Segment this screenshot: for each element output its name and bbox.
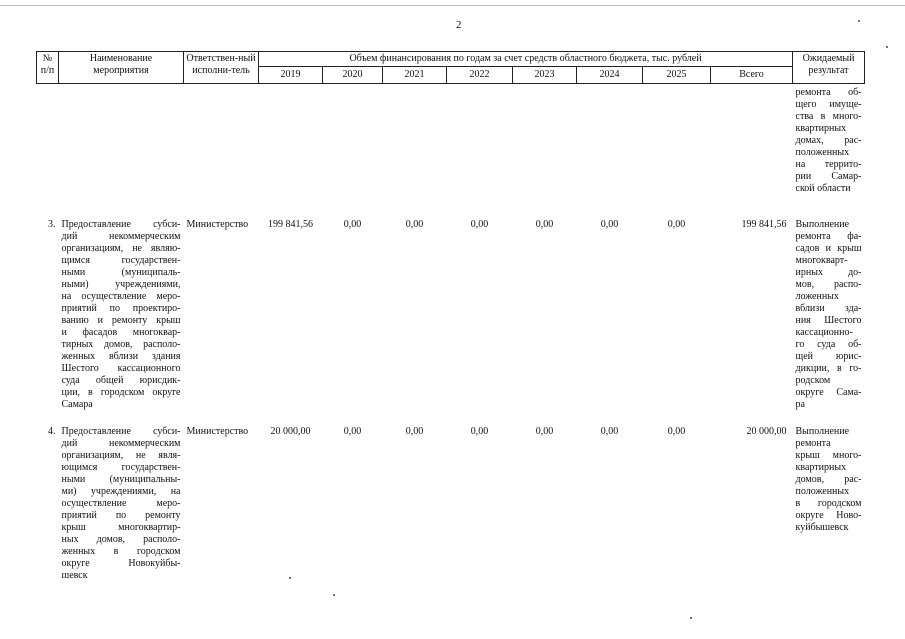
scan-top-edge bbox=[0, 5, 905, 6]
value-2020: 0,00 bbox=[343, 426, 362, 437]
text-line: крыш многоквартир- bbox=[61, 522, 181, 533]
text-line: ремонта об- bbox=[795, 87, 862, 98]
text-line: положенных bbox=[795, 486, 850, 497]
text-line: куйбышевск bbox=[795, 522, 849, 533]
text-line: дикции, в го- bbox=[795, 363, 862, 374]
text-line: ции, в городском округе bbox=[61, 387, 181, 398]
value-2025: 0,00 bbox=[667, 219, 686, 230]
text-line: ванию и ремонту крыш bbox=[61, 315, 181, 326]
text-line: ными (муниципаль- bbox=[61, 267, 181, 278]
text-line: округе Новокуйбы- bbox=[61, 558, 181, 569]
funding-table bbox=[36, 51, 865, 582]
header-col-result: Ожидаемый результат bbox=[793, 52, 865, 84]
text-line: ных домов, располо- bbox=[61, 534, 181, 545]
text-line: ми) учреждениями, на bbox=[61, 486, 181, 497]
text-line: женных в городском bbox=[61, 546, 181, 557]
text-line: Самара bbox=[61, 399, 93, 410]
text-line: ирных до- bbox=[795, 267, 862, 278]
value-2021: 0,00 bbox=[405, 219, 424, 230]
page-number: 2 bbox=[456, 19, 462, 31]
scan-speck bbox=[333, 594, 335, 596]
scan-speck bbox=[886, 46, 888, 48]
text-line: ремонта bbox=[795, 438, 831, 449]
text-line: ра bbox=[795, 399, 805, 410]
text-line: приятий по ремонту bbox=[61, 510, 181, 521]
header-year: 2022 bbox=[447, 67, 513, 84]
text-line: организациям, не явля- bbox=[61, 450, 181, 461]
text-line: ными) учреждениями, bbox=[61, 279, 181, 290]
scan-speck bbox=[690, 617, 692, 619]
text-line: в городском bbox=[795, 498, 862, 509]
value-2021: 0,00 bbox=[405, 426, 424, 437]
text-line: на террито- bbox=[795, 159, 862, 170]
text-line: рии Самар- bbox=[795, 171, 862, 182]
row-result-cell bbox=[793, 411, 865, 582]
text-line: ской области bbox=[795, 183, 851, 194]
text-line: тирных домов, располо- bbox=[61, 339, 181, 350]
text-line: Предоставление субси- bbox=[61, 219, 181, 230]
header-col-executor: Ответствен-ный исполни-тель bbox=[184, 52, 259, 84]
value-2025: 0,00 bbox=[667, 426, 686, 437]
text-line: домах, рас- bbox=[795, 135, 862, 146]
header-year: 2023 bbox=[513, 67, 577, 84]
table-row bbox=[37, 202, 865, 411]
text-line: ния Шестого bbox=[795, 315, 862, 326]
value-2023: 0,00 bbox=[535, 219, 554, 230]
text-line: на осуществление меро- bbox=[61, 291, 181, 302]
scan-speck bbox=[858, 20, 860, 22]
text-line: многокварт- bbox=[795, 255, 848, 266]
text-line: дий некоммерческим bbox=[61, 438, 181, 449]
text-line: ремонта фа- bbox=[795, 231, 862, 242]
row-executor: Министерство bbox=[186, 426, 249, 437]
value-2020: 0,00 bbox=[343, 219, 362, 230]
table-row bbox=[37, 411, 865, 582]
text-line: женных вблизи здания bbox=[61, 351, 181, 362]
header-total: Всего bbox=[711, 67, 793, 84]
text-line: положенных bbox=[795, 147, 850, 158]
text-line: квартирных bbox=[795, 462, 847, 473]
text-line: Выполнение bbox=[795, 426, 850, 437]
text-line: родском bbox=[795, 375, 831, 386]
value-2022: 0,00 bbox=[470, 426, 489, 437]
text-line: Шестого кассационного bbox=[61, 363, 181, 374]
text-line: организациям, не являю- bbox=[61, 243, 181, 254]
header-col-number: № п/п bbox=[37, 52, 59, 84]
text-line: мов, распо- bbox=[795, 279, 862, 290]
text-line: щего имуще- bbox=[795, 99, 862, 110]
text-line: дий некоммерческим bbox=[61, 231, 181, 242]
continuation-result-cell bbox=[793, 84, 865, 203]
header-year: 2020 bbox=[323, 67, 383, 84]
value-2024: 0,00 bbox=[600, 219, 619, 230]
value-2019: 199 841,56 bbox=[268, 219, 313, 230]
text-line: го суда об- bbox=[795, 339, 862, 350]
header-year: 2024 bbox=[577, 67, 643, 84]
value-2019: 20 000,00 bbox=[270, 426, 311, 437]
row-result-cell bbox=[793, 202, 865, 411]
value-total: 199 841,56 bbox=[741, 219, 787, 230]
row-number: 4. bbox=[48, 426, 56, 437]
text-line: Выполнение bbox=[795, 219, 850, 230]
text-line: квартирных bbox=[795, 123, 847, 134]
text-line: крыш много- bbox=[795, 450, 862, 461]
text-line: ства в много- bbox=[795, 111, 862, 122]
text-line: округе Сама- bbox=[795, 387, 862, 398]
text-line: щей юрис- bbox=[795, 351, 862, 362]
header-col-funding: Объем финансирования по годам за счет средств областного бюджета, тыс. рублей bbox=[259, 52, 793, 67]
text-line: кассационно- bbox=[795, 327, 853, 338]
header-col-name: Наименование мероприятия bbox=[59, 52, 184, 84]
value-2023: 0,00 bbox=[535, 426, 554, 437]
row-executor: Министерство bbox=[186, 219, 249, 230]
text-line: ными (муниципальны- bbox=[61, 474, 181, 485]
header-year: 2025 bbox=[643, 67, 711, 84]
text-line: домов, рас- bbox=[795, 474, 862, 485]
header-year: 2019 bbox=[259, 67, 323, 84]
value-2024: 0,00 bbox=[600, 426, 619, 437]
text-line: приятий по проектиро- bbox=[61, 303, 181, 314]
row-name-cell bbox=[59, 411, 184, 582]
text-line: ющимся государствен- bbox=[61, 462, 181, 473]
value-2022: 0,00 bbox=[470, 219, 489, 230]
header-year: 2021 bbox=[383, 67, 447, 84]
value-total: 20 000,00 bbox=[746, 426, 787, 437]
text-line: садов и крыш bbox=[795, 243, 862, 254]
text-line: осуществление меро- bbox=[61, 498, 181, 509]
row-name-cell bbox=[59, 202, 184, 411]
text-line: суда общей юрисдик- bbox=[61, 375, 181, 386]
text-line: и фасадов многоквар- bbox=[61, 327, 181, 338]
text-line: Предоставление субси- bbox=[61, 426, 181, 437]
table-row-continuation bbox=[37, 84, 865, 203]
row-number: 3. bbox=[48, 219, 56, 230]
text-line: ложенных bbox=[795, 291, 839, 302]
text-line: шевск bbox=[61, 570, 88, 581]
text-line: округе Ново- bbox=[795, 510, 862, 521]
text-line: вблизи зда- bbox=[795, 303, 862, 314]
text-line: щимся государствен- bbox=[61, 255, 181, 266]
